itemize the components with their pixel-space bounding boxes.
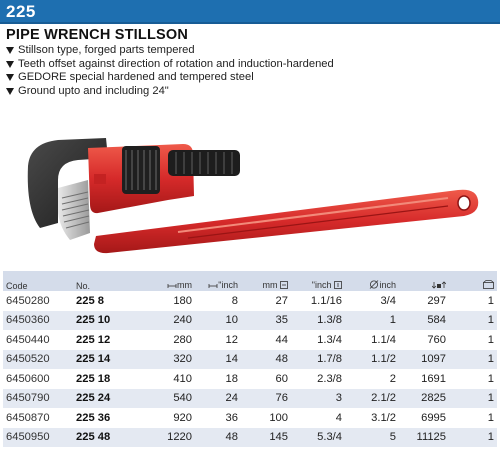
table-row (3, 291, 497, 311)
table-row (3, 330, 497, 350)
cell-pipe-inch: 1.1/16 (310, 294, 342, 307)
feature-text: GEDORE special hardened and tempered steel (18, 71, 254, 84)
cell-pack: 1 (487, 294, 494, 307)
column-header-pack (449, 271, 497, 291)
cell-length-inch: 48 (225, 431, 238, 444)
feature-text: Teeth offset against direction of rotation and induction-hardened (18, 57, 334, 70)
cell-pack: 1 (487, 353, 494, 366)
cell-no: 225 8 (76, 294, 104, 307)
column-header-code: Code (6, 281, 28, 291)
cell-weight: 584 (427, 314, 446, 327)
cell-pipe-diameter: 3.1/2 (371, 411, 396, 424)
cell-no: 225 24 (76, 392, 111, 405)
cell-length-mm: 320 (173, 353, 192, 366)
cell-length-mm: 410 (173, 372, 192, 385)
column-header-jaw-mm (241, 271, 291, 291)
column-header-label: mm (177, 280, 192, 291)
cell-length-mm: 540 (173, 392, 192, 405)
column-header-no: No. (76, 281, 91, 291)
cell-length-inch: 36 (225, 411, 238, 424)
cell-length-mm: 240 (173, 314, 192, 327)
cell-code: 6450520 (6, 353, 50, 366)
cell-no: 225 36 (76, 411, 111, 424)
table-row (3, 369, 497, 389)
cell-pipe-diameter: 1.1/4 (371, 333, 396, 346)
feature-item (6, 44, 334, 58)
cell-code: 6450790 (6, 392, 50, 405)
cell-pipe-inch: 3 (335, 392, 342, 405)
cell-no: 225 10 (76, 314, 111, 327)
cell-code: 6450280 (6, 294, 50, 307)
table-row (3, 428, 497, 448)
cell-pack: 1 (487, 411, 494, 424)
cell-length-mm: 1220 (167, 431, 192, 444)
specification-table-container (3, 271, 497, 447)
table-header-row (3, 271, 497, 291)
cell-pack: 1 (487, 372, 494, 385)
cell-jaw-mm: 76 (275, 392, 288, 405)
cell-weight: 297 (427, 294, 446, 307)
cell-pipe-inch: 1.3/8 (317, 314, 342, 327)
cell-weight: 2825 (421, 392, 446, 405)
cell-length-inch: 18 (225, 372, 238, 385)
package-icon (483, 280, 494, 291)
cell-jaw-mm: 35 (275, 314, 288, 327)
cell-jaw-mm: 145 (269, 431, 288, 444)
cell-pipe-diameter: 1.1/2 (371, 353, 396, 366)
length-arrow-icon (167, 281, 177, 291)
cell-pipe-inch: 5.3/4 (317, 431, 342, 444)
cell-pipe-diameter: 3/4 (380, 294, 396, 307)
cell-pack: 1 (487, 392, 494, 405)
cell-length-mm: 920 (173, 411, 192, 424)
cell-code: 6450440 (6, 333, 50, 346)
catalog-header-bar (0, 0, 500, 24)
specification-table (3, 271, 497, 447)
column-header-label: "inch (218, 280, 238, 291)
cell-length-inch: 12 (225, 333, 238, 346)
cell-length-inch: 14 (225, 353, 238, 366)
cell-length-inch: 24 (225, 392, 238, 405)
weight-icon (432, 281, 446, 291)
cell-length-inch: 10 (225, 314, 238, 327)
cell-weight: 1691 (421, 372, 446, 385)
table-row (3, 350, 497, 370)
catalog-number: 225 (6, 2, 36, 21)
feature-text: Ground upto and including 24" (18, 84, 169, 97)
cell-pipe-diameter: 5 (389, 431, 396, 444)
feature-text: Stillson type, forged parts tempered (18, 44, 195, 56)
cell-pipe-diameter: 2 (389, 372, 396, 385)
cell-length-inch: 8 (231, 294, 238, 307)
cell-code: 6450360 (6, 314, 50, 327)
cell-pipe-inch: 2.3/8 (317, 372, 342, 385)
cell-pipe-inch: 1.7/8 (317, 353, 342, 366)
cell-pack: 1 (487, 431, 494, 444)
cell-code: 6450870 (6, 411, 50, 424)
cell-pack: 1 (487, 333, 494, 346)
length-arrow-icon (208, 281, 218, 291)
cell-length-mm: 180 (173, 294, 192, 307)
column-header-label: mm (262, 280, 278, 291)
cell-jaw-mm: 100 (269, 411, 288, 424)
cell-pipe-diameter: 2.1/2 (371, 392, 396, 405)
cell-jaw-mm: 48 (275, 353, 288, 366)
column-header-label: "inch (311, 280, 332, 291)
diameter-icon (369, 280, 379, 291)
column-header-pipe-inch (291, 271, 345, 291)
triangle-bullet-icon (6, 47, 14, 54)
cell-jaw-mm: 60 (275, 372, 288, 385)
feature-item (6, 71, 334, 85)
pipe-wrench-image (18, 118, 480, 268)
cell-length-mm: 280 (173, 333, 192, 346)
cell-jaw-mm: 44 (275, 333, 288, 346)
cell-weight: 760 (427, 333, 446, 346)
column-header-length-mm (141, 271, 195, 291)
feature-item (6, 85, 334, 99)
table-row (3, 311, 497, 331)
feature-list (6, 44, 334, 98)
cell-no: 225 48 (76, 431, 111, 444)
jaw-opening-icon (280, 281, 288, 291)
cell-pipe-inch: 4 (335, 411, 342, 424)
triangle-bullet-icon (6, 74, 14, 81)
triangle-bullet-icon (6, 88, 14, 95)
cell-weight: 6995 (421, 411, 446, 424)
column-header-label: inch (379, 279, 396, 290)
product-title: PIPE WRENCH STILLSON (6, 27, 189, 43)
cell-weight: 1097 (421, 353, 446, 366)
cell-pipe-diameter: 1 (389, 314, 396, 327)
cell-no: 225 18 (76, 372, 111, 385)
cell-code: 6450950 (6, 431, 50, 444)
pipe-size-icon (334, 281, 342, 291)
table-row (3, 408, 497, 428)
cell-pipe-inch: 1.3/4 (317, 333, 342, 346)
cell-no: 225 14 (76, 353, 111, 366)
cell-jaw-mm: 27 (275, 294, 288, 307)
cell-no: 225 12 (76, 333, 111, 346)
feature-item (6, 58, 334, 72)
cell-pack: 1 (487, 314, 494, 327)
triangle-bullet-icon (6, 61, 14, 68)
table-row (3, 389, 497, 409)
cell-weight: 11125 (416, 431, 446, 444)
column-header-pipe-diameter (345, 271, 399, 291)
cell-code: 6450600 (6, 372, 50, 385)
column-header-length-inch (195, 271, 241, 291)
column-header-weight (399, 271, 449, 291)
